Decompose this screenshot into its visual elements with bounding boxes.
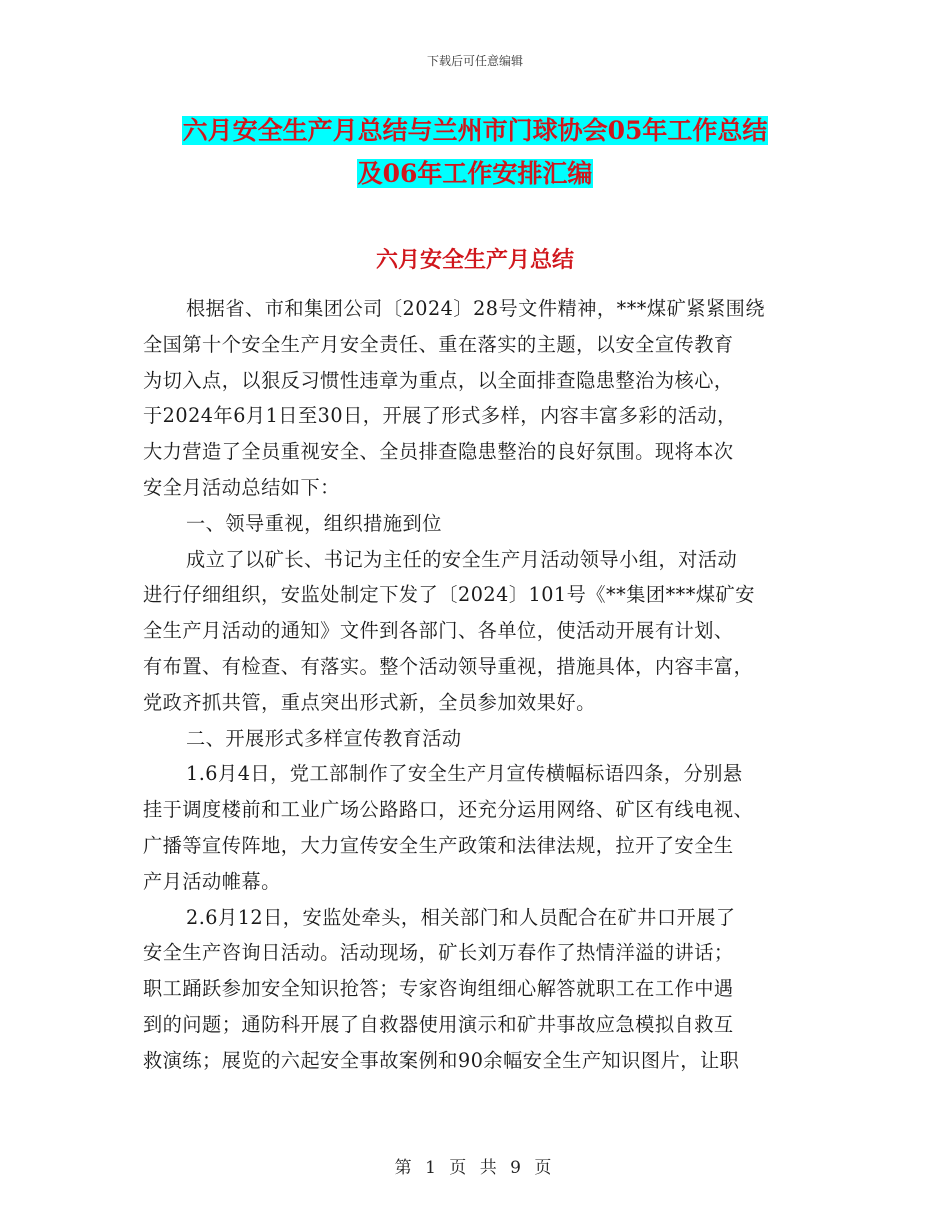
text-line: 有布置、有检查、有落实。整个活动领导重视，措施具体，内容丰富，: [143, 654, 754, 678]
text-line: 大力营造了全员重视安全、全员排查隐患整治的良好氛围。现将本次: [143, 440, 734, 464]
document-title-line-1: [0, 110, 950, 152]
text-line: 安全生产咨询日活动。活动现场，矿长刘万春作了热情洋溢的讲话；: [143, 941, 734, 965]
text-line: 1.6月4日，党工部制作了安全生产月宣传横幅标语四条，分别悬: [186, 762, 743, 786]
text-line: 广播等宣传阵地，大力宣传安全生产政策和法律法规，拉开了安全生: [143, 833, 734, 857]
text-line: 于2024年6月1日至30日，开展了形式多样，内容丰富多彩的活动，: [143, 404, 737, 428]
text-line: 到的问题；通防科开展了自救器使用演示和矿井事故应急模拟自救互: [143, 1012, 734, 1036]
text-line: 根据省、市和集团公司〔2024〕28号文件精神，***煤矿紧紧围绕: [186, 297, 766, 320]
text-line: 全国第十个安全生产月安全责任、重在落实的主题，以安全宣传教育: [143, 332, 734, 356]
text-line: 救演练；展览的六起安全事故案例和90余幅安全生产知识图片，让职: [143, 1048, 740, 1072]
text-line: 二、开展形式多样宣传教育活动: [186, 726, 462, 750]
text-line: 挂于调度楼前和工业广场公路路口，还充分运用网络、矿区有线电视、: [143, 798, 754, 822]
header-note: 下载后可任意编辑: [426, 54, 523, 68]
title-highlight: 六月安全生产月总结与兰州市门球协会05年工作总结: [182, 116, 768, 145]
text-line: 一、领导重视，组织措施到位: [186, 511, 442, 535]
document-title-line-2: [0, 153, 950, 195]
text-line: 安全月活动总结如下：: [143, 475, 340, 499]
title-highlight: 及06年工作安排汇编: [357, 159, 593, 188]
text-line: 产月活动帷幕。: [143, 869, 281, 893]
text-line: 2.6月12日，安监处牵头，相关部门和人员配合在矿井口开展了: [186, 905, 736, 929]
text-line: 全生产月活动的通知》文件到各部门、各单位，使活动开展有计划、: [143, 619, 734, 643]
text-line: 成立了以矿长、书记为主任的安全生产月活动领导小组，对活动: [186, 547, 738, 571]
section-title: 六月安全生产月总结: [375, 247, 574, 273]
text-line: 进行仔细组织，安监处制定下发了〔2024〕101号《**集团***煤矿安: [143, 583, 755, 607]
text-line: 职工踊跃参加安全知识抢答；专家咨询组细心解答就职工在工作中遇: [143, 977, 734, 1001]
page-footer: 第 1 页 共 9 页: [394, 1158, 556, 1178]
text-line: 为切入点，以狠反习惯性违章为重点，以全面排查隐患整治为核心，: [143, 368, 734, 392]
text-line: 党政齐抓共管，重点突出形式新，全员参加效果好。: [143, 690, 596, 714]
body-text: [143, 291, 811, 1079]
